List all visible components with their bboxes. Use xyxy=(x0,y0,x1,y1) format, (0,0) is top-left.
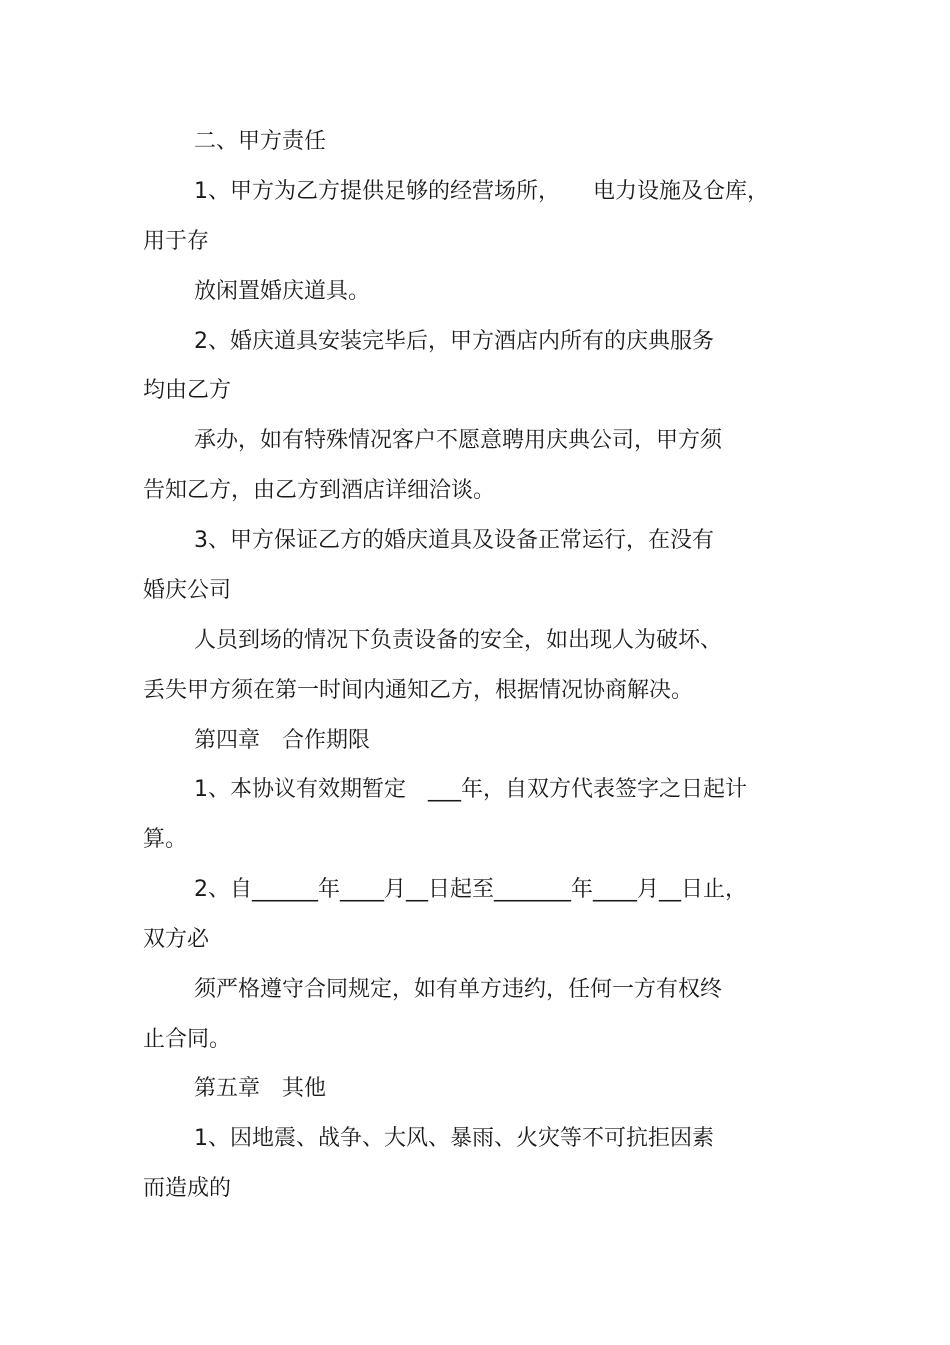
paragraph-line: 2、婚庆道具安装完毕后，甲方酒店内所有的庆典服务 xyxy=(194,329,714,354)
paragraph-line: 止合同。 xyxy=(143,1027,232,1052)
chapter-heading-other: 第五章 其他 xyxy=(194,1076,327,1101)
paragraph-line: 算。 xyxy=(143,827,188,852)
paragraph-line: 1、因地震、战争、大风、暴雨、火灾等不可抗拒因素 xyxy=(194,1126,714,1151)
paragraph-line: 人员到场的情况下负责设备的安全，如出现人为破坏、 xyxy=(194,628,723,653)
paragraph-line: 丢失甲方须在第一时间内通知乙方，根据情况协商解决。 xyxy=(143,678,694,703)
paragraph-line: 1、本协议有效期暂定 ___年，自双方代表签字之日起计 xyxy=(194,777,747,802)
paragraph-line: 须严格遵守合同规定，如有单方违约，任何一方有权终 xyxy=(194,977,723,1002)
section-heading-party-a-duties: 二、甲方责任 xyxy=(194,129,327,154)
paragraph-line: 双方必 xyxy=(143,927,210,952)
chapter-heading-cooperation-term: 第四章 合作期限 xyxy=(194,728,371,753)
paragraph-line: 2、自______年____月__日起至_______年____月__日止， xyxy=(194,877,747,902)
paragraph-line: 而造成的 xyxy=(143,1176,232,1201)
paragraph-line: 放闲置婚庆道具。 xyxy=(194,279,371,304)
paragraph-line: 用于存 xyxy=(143,229,210,254)
paragraph-line: 1、甲方为乙方提供足够的经营场所， 电力设施及仓库， xyxy=(194,179,769,204)
paragraph-line: 3、甲方保证乙方的婚庆道具及设备正常运行，在没有 xyxy=(194,528,714,553)
paragraph-line: 告知乙方，由乙方到酒店详细洽谈。 xyxy=(143,478,496,503)
paragraph-line: 均由乙方 xyxy=(143,378,232,403)
paragraph-line: 承办，如有特殊情况客户不愿意聘用庆典公司，甲方须 xyxy=(194,428,723,453)
paragraph-line: 婚庆公司 xyxy=(143,578,232,603)
